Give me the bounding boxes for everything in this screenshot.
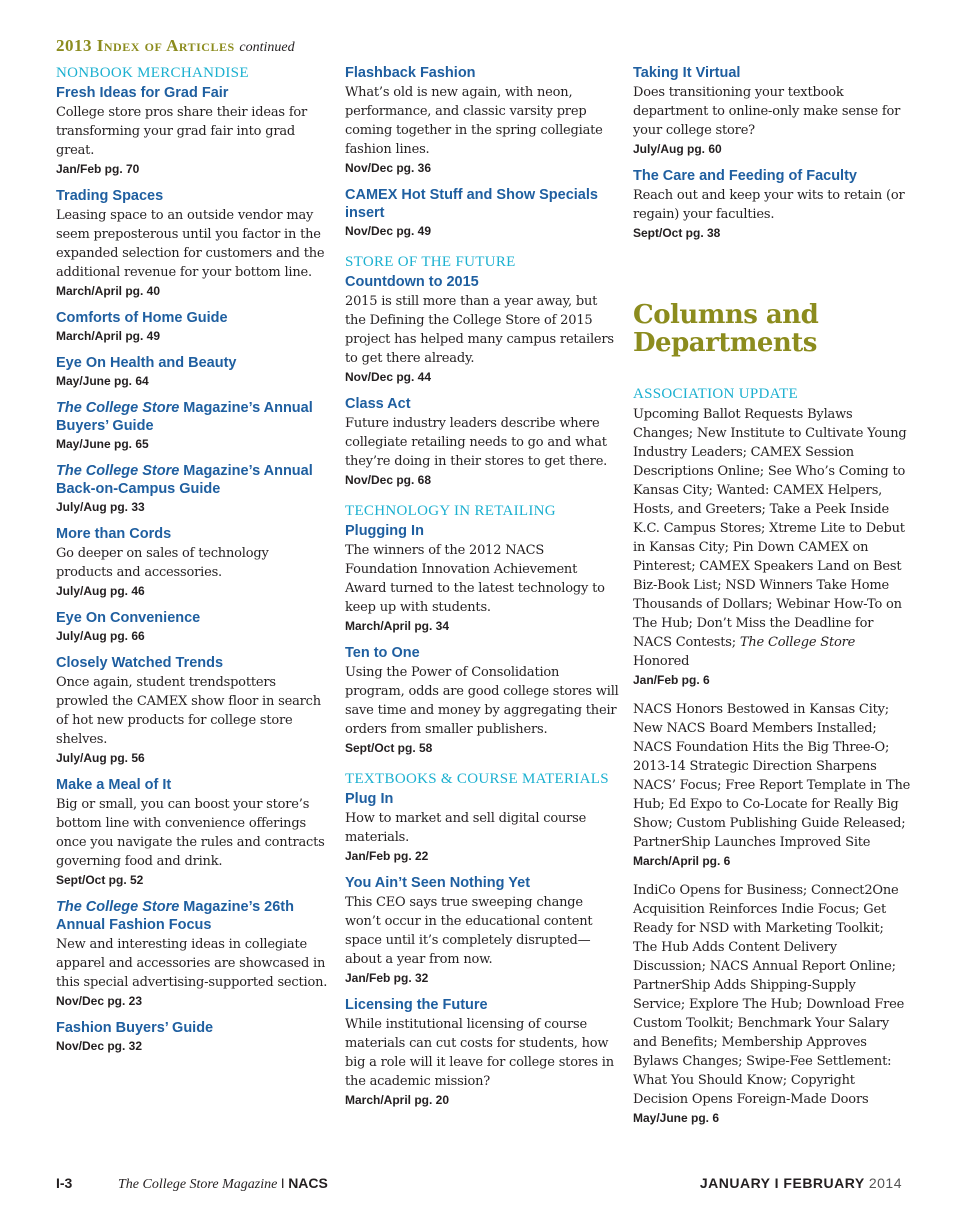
article-description: Does transitioning your textbook department to online-only make sense for your college store?: [633, 85, 901, 138]
issue-months: JANUARY I FEBRUARY: [699, 1175, 865, 1191]
article-entry: [56, 654, 328, 766]
article-description: How to market and sell digital course materials.: [345, 811, 587, 845]
department-entry: [633, 405, 911, 688]
issue-reference: July/Aug pg. 56: [56, 751, 145, 765]
issue-reference: July/Aug pg. 46: [56, 584, 145, 598]
article-title: More than Cords: [56, 526, 172, 542]
article-title: Fresh Ideas for Grad Fair: [56, 85, 229, 101]
issue-reference: July/Aug pg. 33: [56, 500, 145, 514]
issue-reference: Sept/Oct pg. 58: [345, 741, 433, 755]
article-entry: [56, 187, 328, 299]
issue-reference: March/April pg. 20: [345, 1093, 450, 1107]
article-description: While institutional licensing of course materials can cut costs for students, how big a role will it leave for college stores in the academic mission?: [345, 1017, 614, 1089]
index-title: 2013 Index of Articles: [56, 36, 235, 55]
title-rest: Magazine’s Annual Back-on-Campus Guide: [56, 463, 313, 497]
section-heading: TEXTBOOKS & COURSE MATERIALS: [345, 771, 609, 787]
issue-reference: Sept/Oct pg. 52: [56, 873, 144, 887]
article-entry: [633, 167, 911, 241]
department-entry: [633, 881, 911, 1126]
issue-reference: May/June pg. 6: [633, 1111, 720, 1125]
article-entry: [56, 776, 328, 888]
magazine-name: The College Store Magazine: [118, 1177, 278, 1192]
title-rest: Magazine’s Annual Buyers’ Guide: [56, 400, 313, 434]
issue-reference: July/Aug pg. 60: [633, 142, 722, 156]
article-title: Licensing the Future: [345, 997, 488, 1013]
department-description: IndiCo Opens for Business; Connect2One Acquisition Reinforces Indie Focus; Get Ready for NSD with Marketing Toolkit; The Hub Adds Content Delivery Discussion; NACS Annual Report Online; PartnerShip Adds Shipping-Supply Service; Explore The Hub; Download Free Custom Toolkit; Benchmark Your Salary and Benefits; Membership Approves Bylaws Changes; Swipe-Fee Settlement: What You Should Know; Copyright Decision Opens Foreign-Made Doors: [633, 883, 905, 1107]
section-heading: TECHNOLOGY IN RETAILING: [345, 503, 556, 519]
issue-reference: Jan/Feb pg. 6: [633, 673, 710, 687]
section-heading: ASSOCIATION UPDATE: [633, 386, 798, 402]
issue-reference: Nov/Dec pg. 49: [345, 224, 432, 238]
magazine-name: The College Store: [56, 400, 180, 416]
article-entry: [633, 64, 911, 157]
article-entry: [345, 874, 620, 986]
article-title: Comforts of Home Guide: [56, 310, 228, 326]
issue-reference: May/June pg. 65: [56, 437, 149, 451]
article-entry: [56, 1019, 328, 1054]
article-title: Closely Watched Trends: [56, 655, 224, 671]
article-entry: [56, 84, 328, 177]
page-number: I-3: [56, 1175, 73, 1191]
article-description: Leasing space to an outside vendor may seem preposterous until you factor in the expanded selection for customers and the additional revenue for your bottom line.: [56, 208, 325, 280]
article-title: CAMEX Hot Stuff and Show Specials insert: [345, 187, 598, 221]
article-entry: [56, 354, 328, 389]
article-title: [56, 898, 328, 934]
article-entry: [345, 522, 620, 634]
article-entry: [345, 186, 620, 239]
article-description: Big or small, you can boost your store’s bottom line with convenience offerings once you navigate the rules and contracts governing food and drink.: [56, 797, 325, 869]
article-title: Eye On Convenience: [56, 610, 201, 626]
article-entry: [345, 644, 620, 756]
issue-reference: March/April pg. 6: [633, 854, 731, 868]
article-description: Using the Power of Consolidation program, odds are good college stores will save time and money by aggregating their orders from smaller publishers.: [345, 665, 619, 737]
issue-reference: Sept/Oct pg. 38: [633, 226, 721, 240]
article-description: This CEO says true sweeping change won’t occur in the educational content space until it’s completely disrupted—about a year from now.: [345, 895, 593, 967]
article-description: New and interesting ideas in collegiate apparel and accessories are showcased in this special advertising-supported section.: [56, 937, 328, 990]
issue-reference: Nov/Dec pg. 44: [345, 370, 432, 384]
article-entry: [345, 64, 620, 176]
issue-reference: March/April pg. 34: [345, 619, 450, 633]
article-entry: [345, 273, 620, 385]
article-title: Fashion Buyers’ Guide: [56, 1020, 214, 1036]
heading-line: Columns and: [633, 300, 819, 330]
issue-reference: Jan/Feb pg. 32: [345, 971, 429, 985]
columns-departments-heading: [633, 301, 911, 357]
issue-reference: March/April pg. 40: [56, 284, 161, 298]
article-description: Reach out and keep your wits to retain (or regain) your faculties.: [633, 188, 905, 222]
section-heading: NONBOOK MERCHANDISE: [56, 65, 249, 81]
issue-reference: Nov/Dec pg. 36: [345, 161, 432, 175]
article-entry: [56, 309, 328, 344]
issue-year: 2014: [868, 1175, 902, 1191]
article-description: Once again, student trendspotters prowled the CAMEX show floor in search of hot new products for college store shelves.: [56, 675, 321, 747]
article-entry: [56, 898, 328, 1009]
article-title: [56, 462, 328, 498]
page-header: [56, 36, 295, 56]
article-title: Plug In: [345, 791, 394, 807]
title-rest: Magazine’s 26th Annual Fashion Focus: [56, 899, 294, 933]
issue-reference: May/June pg. 64: [56, 374, 149, 388]
article-description: College store pros share their ideas for transforming your grad fair into grad great.: [56, 105, 308, 158]
article-entry: [345, 790, 620, 864]
magazine-name: The College Store: [739, 635, 856, 650]
section-heading: STORE OF THE FUTURE: [345, 254, 516, 270]
heading-line: Departments: [633, 328, 817, 358]
issue-reference: Jan/Feb pg. 22: [345, 849, 429, 863]
column-1: [56, 64, 328, 1064]
desc-text: Upcoming Ballot Requests Bylaws Changes; New Institute to Cultivate Young Industry Leaders; CAMEX Session Descriptions Online; See Who’s Coming to Kansas City; Wanted: CAMEX Helpers, Hosts, and Greeters; Take a Peek Inside K.C. Campus Stores; Xtreme Lite to Debut in Kansas City; Pin Down CAMEX on Pinterest; CAMEX Speakers Land on Best Biz-Book List; NSD Winners Take Home Thousands of Dollars; Webinar How-To on The Hub; Don’t Miss the Deadline for NACS Contests;: [633, 407, 907, 650]
column-2: [345, 64, 620, 1118]
article-title: Eye On Health and Beauty: [56, 355, 237, 371]
article-title: Class Act: [345, 396, 411, 412]
magazine-name: The College Store: [56, 899, 180, 915]
issue-reference: Jan/Feb pg. 70: [56, 162, 140, 176]
issue-date: [700, 1175, 902, 1191]
issue-reference: March/April pg. 49: [56, 329, 161, 343]
article-title: You Ain’t Seen Nothing Yet: [345, 875, 531, 891]
issue-reference: Nov/Dec pg. 32: [56, 1039, 143, 1053]
desc-tail: Honored: [633, 654, 690, 669]
issue-reference: Nov/Dec pg. 68: [345, 473, 432, 487]
article-description: The winners of the 2012 NACS Foundation Innovation Achievement Award turned to the latest technology to keep up with students.: [345, 543, 605, 615]
article-entry: [56, 525, 328, 599]
organization-name: NACS: [288, 1175, 328, 1191]
article-title: Plugging In: [345, 523, 424, 539]
article-title: [56, 399, 328, 435]
article-description: Future industry leaders describe where collegiate retailing needs to go and what they’re doing in their stores to get there.: [345, 416, 608, 469]
article-title: Flashback Fashion: [345, 65, 476, 81]
article-title: Ten to One: [345, 645, 420, 661]
article-title: Make a Meal of It: [56, 777, 172, 793]
article-entry: [345, 395, 620, 488]
article-title: Taking It Virtual: [633, 65, 741, 81]
continued-label: continued: [239, 40, 295, 55]
article-entry: [56, 462, 328, 515]
magazine-credit: [118, 1175, 328, 1193]
article-description: What’s old is new again, with neon, performance, and classic varsity prep coming together in the spring collegiate fashion lines.: [345, 85, 603, 157]
issue-reference: July/Aug pg. 66: [56, 629, 145, 643]
column-3: [633, 64, 911, 1138]
article-entry: [345, 996, 620, 1108]
article-title: Countdown to 2015: [345, 274, 479, 290]
department-entry: [633, 700, 911, 869]
article-entry: [56, 399, 328, 452]
article-description: Go deeper on sales of technology products and accessories.: [56, 546, 269, 580]
article-entry: [56, 609, 328, 644]
article-title: Trading Spaces: [56, 188, 164, 204]
issue-reference: Nov/Dec pg. 23: [56, 994, 143, 1008]
footer-separator: I: [280, 1175, 285, 1191]
article-title: The Care and Feeding of Faculty: [633, 168, 857, 184]
department-description: NACS Honors Bestowed in Kansas City; New NACS Board Members Installed; NACS Foundation Hits the Big Three-O; 2013-14 Strategic Direction Sharpens NACS’ Focus; Free Report Template in The Hub; Ed Expo to Co-Locate for Really Big Show; Custom Publishing Guide Released; PartnerShip Launches Improved Site: [633, 702, 911, 850]
magazine-name: The College Store: [56, 463, 180, 479]
department-description: [633, 405, 911, 671]
article-description: 2015 is still more than a year away, but the Defining the College Store of 2015 project has helped many campus retailers to get there already.: [345, 294, 614, 366]
